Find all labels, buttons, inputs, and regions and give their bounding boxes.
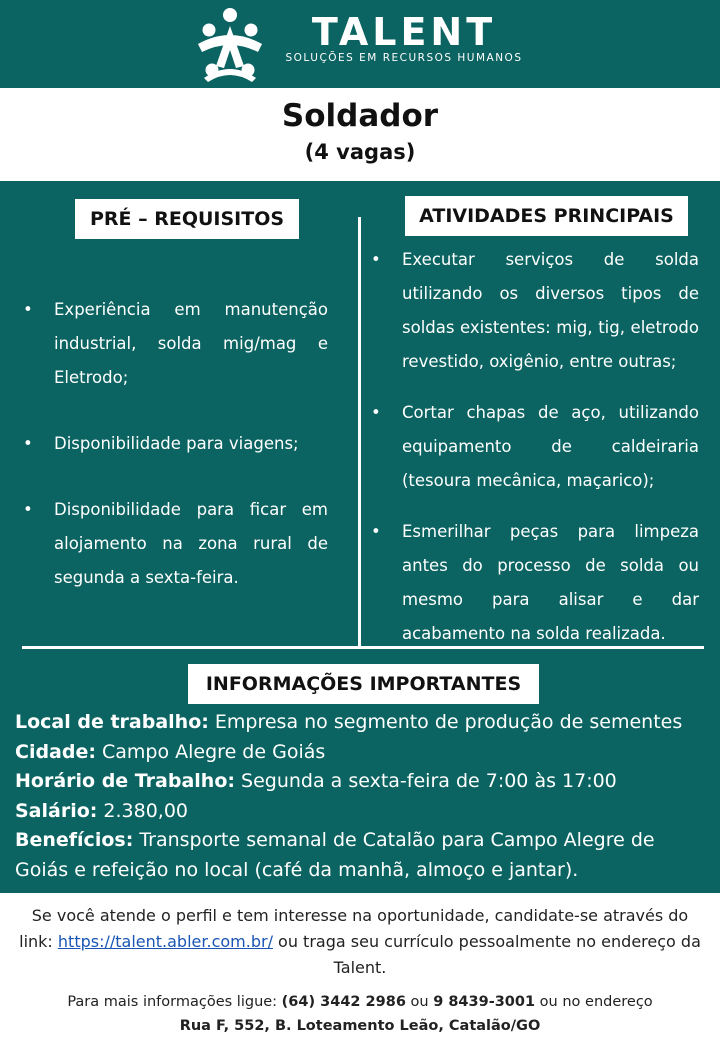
list-item: • Esmerilhar peças para limpeza antes do processo de solda ou mesmo para alisar e dar acabamento na solda realizada.: [371, 515, 699, 651]
contact-or: ou: [405, 994, 434, 1010]
main-content: [0, 181, 720, 893]
address-line: [0, 1014, 720, 1038]
list-item: • Cortar chapas de aço, utilizando equipamento de caldeiraria (tesoura mecânica, maçarico);: [371, 396, 699, 498]
requisitos-heading: PRÉ – REQUISITOS: [75, 199, 299, 239]
list-item: • Experiência em manutenção industrial, solda mig/mag e Eletrodo;: [23, 293, 328, 395]
apply-link[interactable]: https://talent.abler.com.br/: [57, 932, 273, 951]
phone-2: 9 8439-3001: [433, 994, 536, 1010]
footer-text-before: Se você atende o perfil e tem interesse na oportunidade, candidate-se através do link:: [19, 906, 689, 951]
horario-value: Segunda a sexta-feira de 7:00 às 17:00: [234, 770, 617, 792]
horario-line: [15, 767, 705, 797]
contact-line: [0, 990, 720, 1014]
header: [0, 0, 720, 88]
address: Rua F, 552, B. Loteamento Leão, Catalão/GO: [179, 1018, 541, 1034]
footer-contact: [0, 990, 720, 1038]
cidade-label: Cidade:: [15, 740, 96, 763]
phone-1: (64) 3442 2986: [281, 994, 406, 1010]
title-band: [0, 88, 720, 181]
atividades-list: [371, 243, 699, 668]
beneficios-label: Benefícios:: [15, 829, 134, 851]
local-label: Local de trabalho:: [15, 711, 209, 733]
salario-label: Salário:: [15, 799, 98, 822]
brand-subtitle: SOLUÇÕES EM RECURSOS HUMANOS: [285, 52, 523, 64]
footer: [0, 893, 720, 1040]
contact-prefix: Para mais informações ligue:: [67, 994, 282, 1010]
salario-value: 2.380,00: [97, 799, 189, 822]
job-vacancies: (4 vagas): [304, 140, 416, 164]
contact-suffix: ou no endereço: [535, 994, 653, 1010]
local-value: Empresa no segmento de produção de sementes: [208, 711, 683, 733]
local-line: [15, 708, 705, 738]
list-item: • Disponibilidade para viagens;: [23, 427, 328, 461]
cidade-line: [15, 738, 705, 768]
footer-text-after: ou traga seu currículo pessoalmente no endereço da Talent.: [272, 932, 701, 977]
brand-name: TALENT: [311, 10, 497, 54]
informacoes-heading: INFORMAÇÕES IMPORTANTES: [188, 664, 539, 704]
cidade-value: Campo Alegre de Goiás: [95, 740, 326, 763]
horario-label: Horário de Trabalho:: [15, 770, 235, 792]
footer-apply-text: [14, 903, 706, 981]
list-item: • Executar serviços de solda utilizando os diversos tipos de soldas existentes: mig, tig, eletrodo revestido, oxigênio, entre outras;: [371, 243, 699, 379]
job-title: Soldador: [281, 98, 439, 134]
brand-logo: [282, 12, 526, 72]
horizontal-divider: [22, 646, 704, 649]
list-item: • Disponibilidade para ficar em alojamento na zona rural de segunda a sexta-feira.: [23, 493, 328, 595]
salario-line: [15, 797, 705, 827]
informacoes-block: [15, 708, 705, 885]
vertical-divider: [358, 217, 361, 647]
beneficios-line: [15, 826, 705, 885]
atividades-heading: ATIVIDADES PRINCIPAIS: [405, 196, 688, 236]
beneficios-value: Transporte semanal de Catalão para Campo Alegre de Goiás e refeição no local (café da manhã, almoço e jantar).: [15, 829, 655, 881]
talent-people-logo-icon: [194, 6, 266, 82]
requisitos-list: [23, 293, 328, 627]
